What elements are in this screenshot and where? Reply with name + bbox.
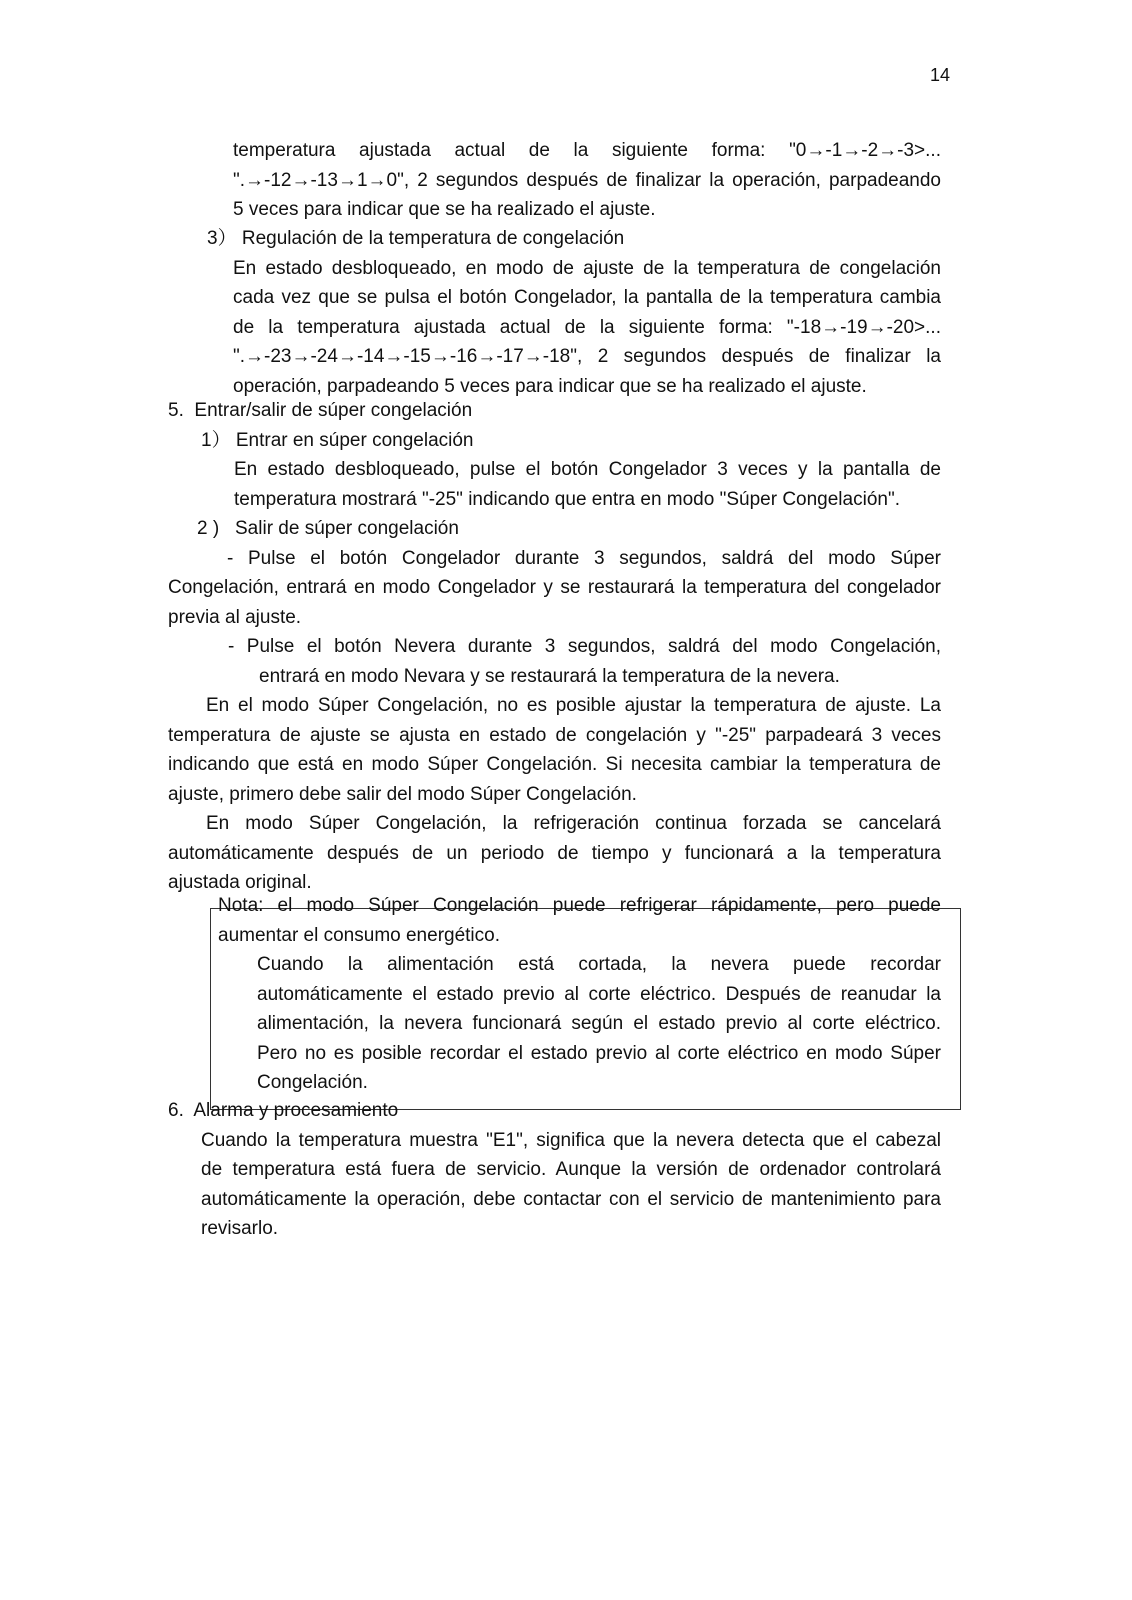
text-line: Congelación. [257,1072,368,1093]
text-line: temperatura mostrará "-25" indicando que entra en modo "Súper Congelación". [234,488,900,510]
text-line: cada vez que se pulsa el botón Congelador, la pantalla de la temperatura cambia [233,287,941,308]
text-line: alimentación, la nevera funcionará según el estado previo al corte eléctrico. [257,1013,941,1034]
text-line: operación, parpadeando 5 veces para indicar que se ha realizado el ajuste. [233,375,867,397]
text-line: de la temperatura ajustada actual de la siguiente forma: "-18→-19→-20>... [233,316,941,338]
text-line: ajustada original. [168,872,312,893]
text-line: Nota: el modo Súper Congelación puede refrigerar rápidamente, pero puede [218,895,941,916]
text-line: automáticamente la operación, debe contactar con el servicio de mantenimiento para [201,1188,941,1210]
text-line: indicando que está en modo Súper Congelación. Si necesita cambiar la temperatura de [168,754,941,775]
text-line: automáticamente después de un periodo de tiempo y funcionará a la temperatura [168,842,941,864]
text-line: ".→-12→-13→1→0", 2 segundos después de finalizar la operación, parpadeando [233,169,941,191]
text-line: revisarlo. [201,1218,279,1239]
text-line: En el modo Súper Congelación, no es posible ajustar la temperatura de ajuste. La [206,695,941,716]
text-line: ajuste, primero debe salir del modo Súper Congelación. [168,783,637,805]
text-line: Pero no es posible recordar el estado previo al corte eléctrico en modo Súper [257,1042,941,1064]
item-title: 1） Entrar en súper congelación [201,429,474,451]
text-line: En estado desbloqueado, pulse el botón Congelador 3 veces y la pantalla de [234,459,941,480]
text-line: de temperatura está fuera de servicio. Aunque la versión de ordenador controlará [201,1159,941,1180]
page-number: 14 [930,65,951,85]
section-heading: 5. Entrar/salir de súper congelación [168,400,473,421]
text-line: Congelación, entrará en modo Congelador y se restaurará la temperatura del congelador [168,577,941,598]
text-line: ".→-23→-24→-14→-15→-16→-17→-18", 2 segundos después de finalizar la [233,346,941,367]
item-title: 2 ) Salir de súper congelación [197,518,459,539]
item-title: 3） Regulación de la temperatura de congelación [207,228,625,249]
text-line: - Pulse el botón Congelador durante 3 segundos, saldrá del modo Súper [227,547,941,569]
text-line: previa al ajuste. [168,606,302,628]
text-line: aumentar el consumo energético. [218,924,500,946]
text-line: En estado desbloqueado, en modo de ajuste de la temperatura de congelación [233,257,941,279]
text-line: 5 veces para indicar que se ha realizado el ajuste. [233,199,656,220]
text-line: - Pulse el botón Nevera durante 3 segundos, saldrá del modo Congelación, [228,636,941,657]
text-line: Cuando la temperatura muestra "E1", significa que la nevera detecta que el cabezal [201,1129,941,1151]
text-line: Cuando la alimentación está cortada, la nevera puede recordar [257,954,941,975]
section-heading: 6. Alarma y procesamiento [168,1100,399,1121]
text-line: automáticamente el estado previo al corte eléctrico. Después de reanudar la [257,983,941,1005]
text-line: entrará en modo Nevara y se restaurará la temperatura de la nevera. [259,665,840,687]
text-line: temperatura ajustada actual de la siguiente forma: "0→-1→-2→-3>... [233,140,941,161]
text-line: En modo Súper Congelación, la refrigeración continua forzada se cancelará [206,813,941,834]
text-line: temperatura de ajuste se ajusta en estado de congelación y "-25" parpadeará 3 veces [168,724,941,746]
